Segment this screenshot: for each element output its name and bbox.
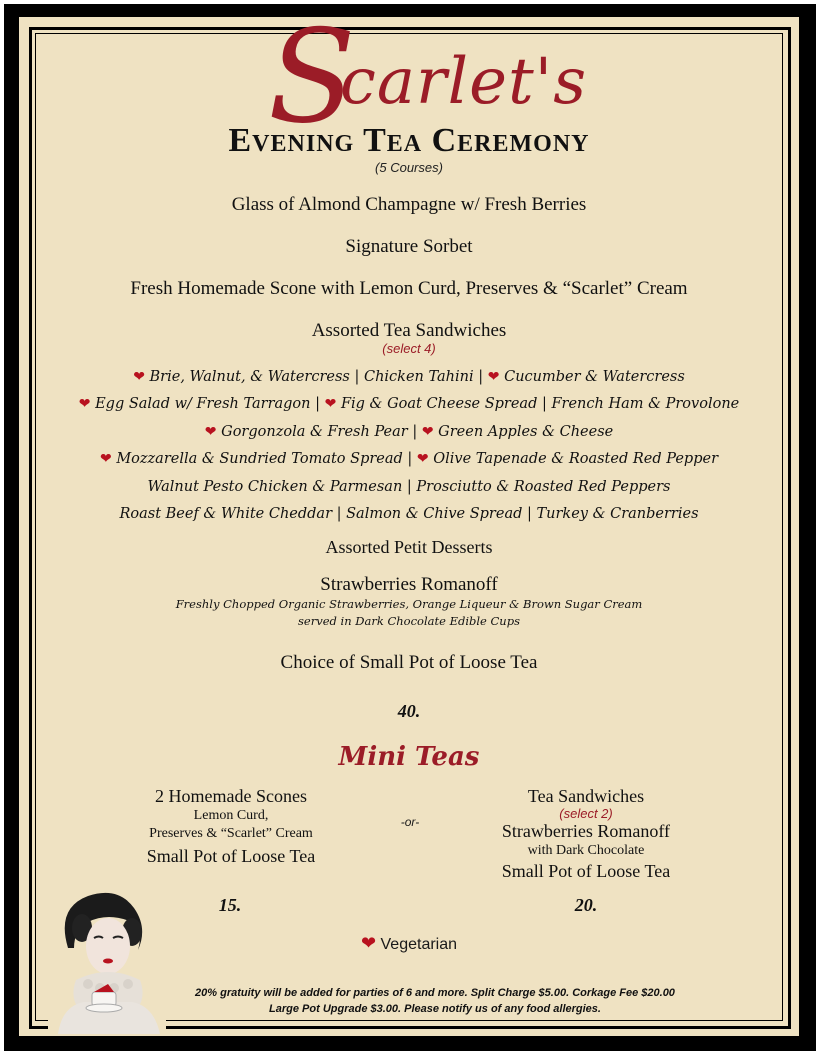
mini-right-line-1: Tea Sandwiches <box>527 786 645 806</box>
sandwich-item: Chicken Tahini <box>363 369 474 385</box>
separator: | <box>354 369 360 385</box>
separator: | <box>526 506 532 522</box>
separator: | <box>407 451 413 467</box>
sandwich-line-2 <box>0 396 818 412</box>
sandwiches-select: (select 4) <box>382 341 436 356</box>
sandwich-item: Cucumber & Watercress <box>504 369 685 385</box>
mini-right-price: 20. <box>574 895 598 915</box>
sandwich-item: French Ham & Provolone <box>551 396 740 412</box>
main-price: 40. <box>397 701 421 721</box>
heart-icon: ❤ <box>421 424 434 440</box>
sandwich-item: Egg Salad w/ Fresh Tarragon <box>95 396 311 412</box>
sandwich-line-5 <box>0 479 818 495</box>
sandwich-line-6 <box>0 506 818 522</box>
sandwich-line-3 <box>0 424 818 440</box>
sandwich-item: Brie, Walnut, & Watercress <box>149 369 350 385</box>
heart-icon: ❤ <box>133 369 145 385</box>
sandwich-line-1 <box>0 369 818 385</box>
mini-right-select: (select 2) <box>559 806 613 821</box>
sandwich-item: Prosciutto & Roasted Red Peppers <box>416 479 671 495</box>
sandwich-line-4 <box>0 451 818 467</box>
mini-left-line-1: 2 Homemade Scones <box>155 786 307 806</box>
romanoff-desc-1: Freshly Chopped Organic Strawberries, Orange Liqueur & Brown Sugar Cream <box>175 597 643 611</box>
heart-icon: ❤ <box>324 396 337 412</box>
heart-icon: ❤ <box>204 424 217 440</box>
romanoff-desc-2: served in Dark Chocolate Edible Cups <box>298 614 520 628</box>
footer-line-1: 20% gratuity will be added for parties of 6 and more. Split Charge $5.00. Corkage Fee $20.00 <box>195 987 675 999</box>
mini-right-line-4: Small Pot of Loose Tea <box>501 861 671 881</box>
mini-left <box>120 785 342 867</box>
course-champagne: Glass of Almond Champagne w/ Fresh Berries <box>231 194 587 215</box>
heart-icon: ❤ <box>487 369 500 385</box>
petit-desserts: Assorted Petit Desserts <box>325 537 493 557</box>
separator: | <box>541 396 547 412</box>
sandwich-item: Gorgonzola & Fresh Pear <box>221 424 408 440</box>
sandwich-item: Green Apples & Cheese <box>438 424 614 440</box>
sandwich-item: Turkey & Cranberries <box>536 506 699 522</box>
separator: | <box>336 506 342 522</box>
sandwich-item: Walnut Pesto Chicken & Parmesan <box>147 479 403 495</box>
mini-teas-title: Mini Teas <box>338 742 480 772</box>
sandwich-item: Fig & Goat Cheese Spread <box>340 396 538 412</box>
mini-left-line-4: Small Pot of Loose Tea <box>146 846 316 866</box>
footer-line-2: Large Pot Upgrade $3.00. Please notify us of any food allergies. <box>269 1003 601 1015</box>
mini-right <box>470 785 702 882</box>
mini-right-line-2: Strawberries Romanoff <box>501 821 671 841</box>
heart-icon: ❤ <box>360 933 377 954</box>
logo-text: carlet's <box>340 45 588 119</box>
sandwich-item: Salmon & Chive Spread <box>346 506 523 522</box>
sandwich-item: Mozzarella & Sundried Tomato Spread <box>116 451 403 467</box>
course-sorbet: Signature Sorbet <box>345 236 473 257</box>
mini-left-line-2: Lemon Curd, <box>193 808 269 823</box>
mini-right-line-3: with Dark Chocolate <box>527 843 645 858</box>
mini-left-line-3: Preserves & “Scarlet” Cream <box>149 826 313 841</box>
separator: | <box>478 369 484 385</box>
course-scone: Fresh Homemade Scone with Lemon Curd, Preserves & “Scarlet” Cream <box>130 278 688 299</box>
mini-left-price: 15. <box>218 895 242 915</box>
mini-or: -or- <box>400 815 420 829</box>
heart-icon: ❤ <box>78 396 91 412</box>
sandwich-item: Roast Beef & White Cheddar <box>119 506 332 522</box>
courses-count: (5 Courses) <box>375 160 443 175</box>
sandwich-item: Olive Tapenade & Roasted Red Pepper <box>433 451 719 467</box>
heart-icon: ❤ <box>416 451 429 467</box>
loose-tea: Choice of Small Pot of Loose Tea <box>280 652 538 673</box>
sandwiches-title: Assorted Tea Sandwiches <box>311 320 507 341</box>
vegetarian-label: Vegetarian <box>380 936 458 953</box>
heart-icon: ❤ <box>99 451 112 467</box>
logo-initial: S <box>268 3 356 152</box>
separator: | <box>406 479 412 495</box>
separator: | <box>315 396 321 412</box>
menu-title: Evening Tea Ceremony <box>228 122 590 159</box>
romanoff-title: Strawberries Romanoff <box>320 574 498 595</box>
separator: | <box>412 424 418 440</box>
